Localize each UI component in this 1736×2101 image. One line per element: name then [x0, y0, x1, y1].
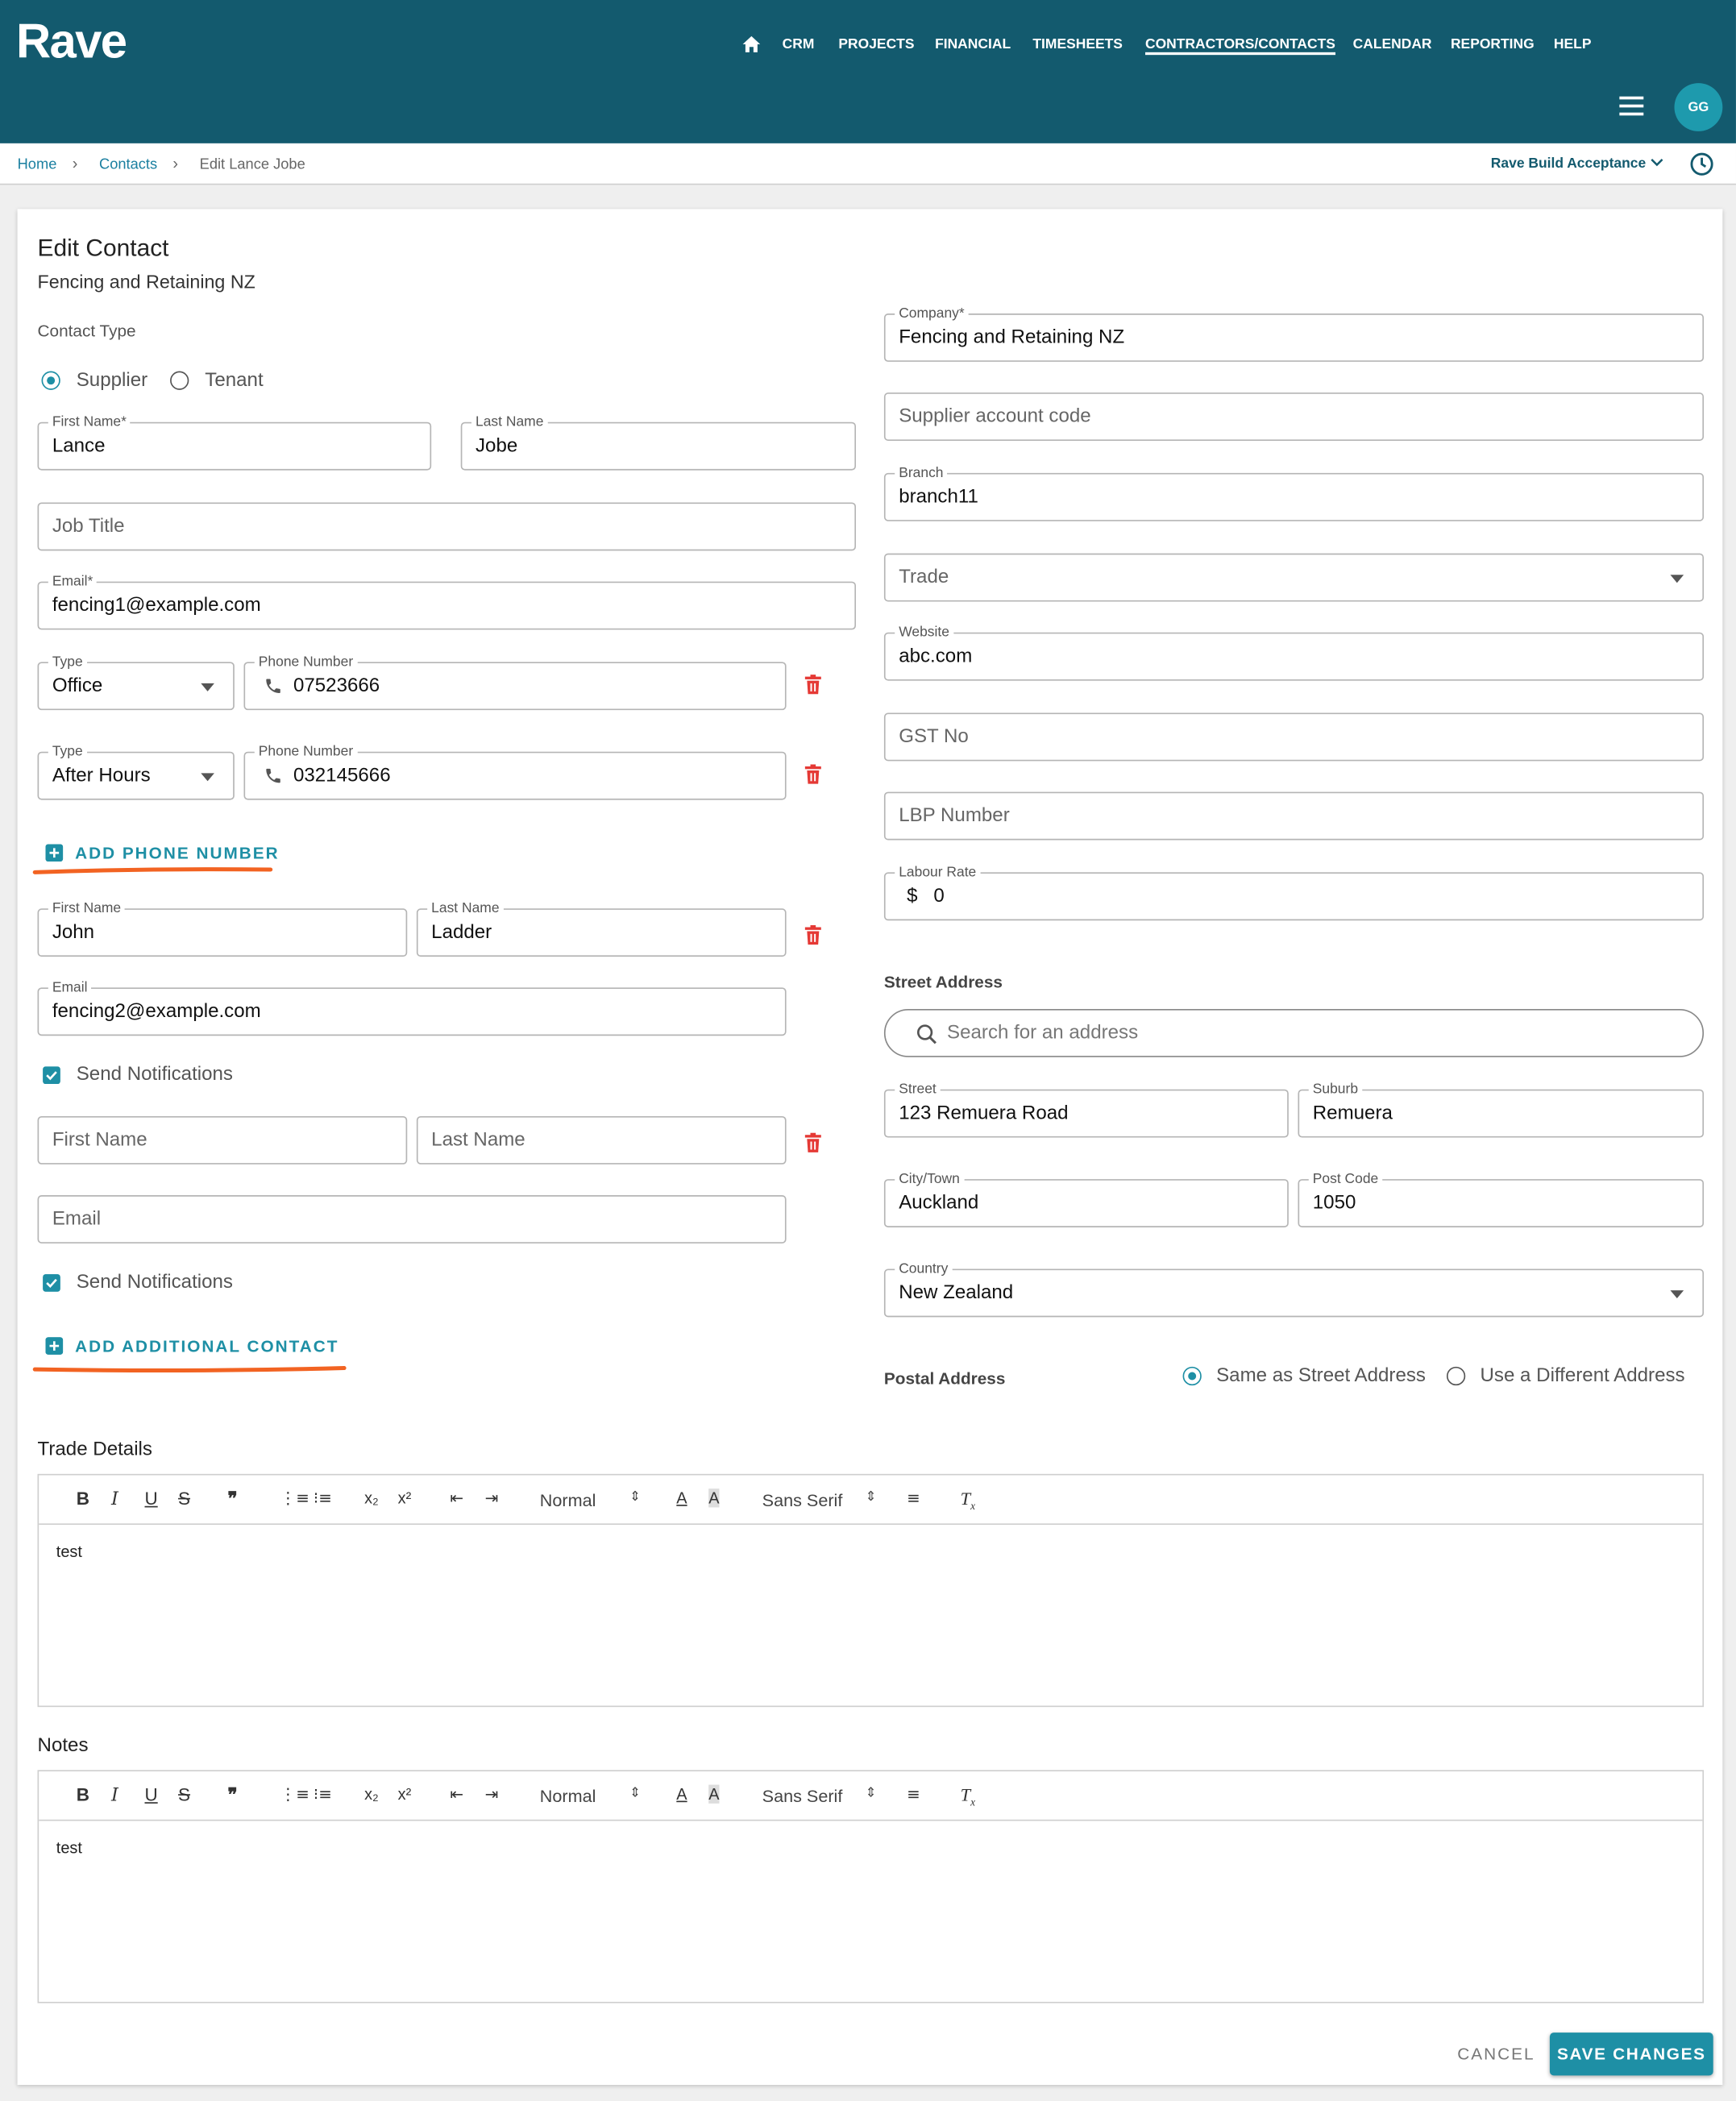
additional-first-name-field[interactable] [38, 1116, 408, 1165]
save-changes-button[interactable]: SAVE CHANGES [1550, 2032, 1713, 2075]
font-size-select[interactable]: Normal [539, 1786, 596, 1807]
strikethrough-icon[interactable]: S [178, 1489, 191, 1509]
updown-arrows-icon[interactable]: ⇕ [629, 1786, 642, 1801]
updown-arrows-icon[interactable]: ⇕ [865, 1489, 877, 1505]
postcode-field[interactable] [1298, 1171, 1704, 1227]
same-as-street-label[interactable]: Same as Street Address [1216, 1365, 1426, 1387]
subscript-icon[interactable]: x₂ [364, 1489, 379, 1508]
lbp-number-placeholder[interactable]: LBP Number [899, 805, 1010, 827]
ordered-list-icon[interactable]: ⋮≡ [280, 1784, 310, 1804]
background-color-icon[interactable]: A [708, 1489, 720, 1508]
labour-rate-label: Labour Rate [895, 864, 980, 880]
nav-contractors-contacts[interactable]: CONTRACTORS/CONTACTS [1145, 36, 1335, 55]
company-label: Company* [895, 305, 968, 322]
gst-number-placeholder[interactable]: GST No [899, 726, 969, 748]
city-value[interactable]: Auckland [899, 1192, 979, 1215]
delete-contact-trash-icon[interactable] [804, 924, 822, 946]
nav-calendar[interactable]: CALENDAR [1352, 35, 1432, 52]
bullet-list-icon[interactable]: ⁝≡ [313, 1489, 332, 1508]
gst-number-field[interactable] [884, 713, 1704, 762]
outdent-icon[interactable]: ⇤ [450, 1489, 464, 1508]
additional-email-field[interactable] [38, 979, 787, 1036]
delete-phone-trash-icon[interactable] [804, 674, 822, 695]
align-icon[interactable]: ≡ [907, 1784, 920, 1804]
supplier-account-code-placeholder[interactable]: Supplier account code [899, 405, 1091, 428]
send-notifications-checkbox[interactable] [43, 1066, 60, 1084]
labour-rate-value[interactable]: 0 [933, 885, 945, 907]
notes-editor[interactable] [38, 1770, 1705, 2003]
trade-select[interactable] [884, 554, 1704, 602]
bold-icon[interactable]: B [76, 1784, 89, 1805]
font-size-select[interactable]: Normal [539, 1489, 596, 1510]
email-field[interactable] [38, 573, 856, 630]
delete-contact-trash-icon[interactable] [804, 1132, 822, 1154]
caret-down-icon[interactable] [201, 773, 214, 781]
nav-projects[interactable]: PROJECTS [838, 35, 915, 52]
additional-email-field[interactable] [38, 1195, 787, 1244]
postal-address-heading: Postal Address [883, 1369, 1006, 1389]
country-value[interactable]: New Zealand [899, 1282, 1014, 1304]
lbp-number-field[interactable] [884, 792, 1704, 841]
labour-rate-field[interactable] [884, 864, 1704, 920]
trade-details-editor[interactable] [38, 1474, 1705, 1707]
font-family-select[interactable]: Sans Serif [762, 1489, 843, 1510]
different-address-radio[interactable] [1447, 1367, 1465, 1385]
last-name-placeholder[interactable]: Last Name [431, 1129, 525, 1152]
street-address-heading: Street Address [883, 973, 1003, 992]
website-field[interactable] [884, 624, 1704, 681]
email-label: Email* [48, 574, 97, 590]
cancel-button[interactable]: CANCEL [1457, 2045, 1535, 2064]
city-label: City/Town [895, 1171, 964, 1187]
nav-timesheets[interactable]: TIMESHEETS [1032, 35, 1123, 52]
annotation-underline [32, 1363, 348, 1376]
branch-field[interactable] [884, 464, 1704, 521]
phone-number-label: Phone Number [255, 654, 357, 670]
email-value[interactable]: fencing1@example.com [52, 595, 261, 617]
first-name-field[interactable] [38, 413, 432, 471]
nav-financial[interactable]: FINANCIAL [935, 35, 1011, 52]
nav-crm[interactable]: CRM [782, 35, 815, 52]
additional-last-name-field[interactable] [417, 900, 787, 957]
last-name-label: Last Name [471, 414, 547, 430]
text-color-icon[interactable]: A [676, 1784, 687, 1804]
branch-value[interactable]: branch11 [899, 486, 978, 509]
trade-details-heading: Trade Details [37, 1439, 152, 1461]
additional-last-name-field[interactable] [417, 1116, 787, 1165]
search-icon [916, 1024, 938, 1045]
same-as-street-radio[interactable] [1183, 1367, 1202, 1385]
address-search-placeholder[interactable]: Search for an address [947, 1022, 1139, 1044]
website-label: Website [895, 625, 953, 641]
chevron-down-icon[interactable] [1651, 157, 1664, 168]
email-label: Email [48, 979, 92, 995]
bold-icon[interactable]: B [76, 1489, 89, 1509]
city-field[interactable] [884, 1171, 1289, 1227]
italic-icon[interactable]: I [110, 1489, 118, 1510]
phone-number-value[interactable]: 032145666 [293, 765, 391, 787]
send-notifications-label[interactable]: Send Notifications [76, 1064, 233, 1086]
page-title: Edit Contact [37, 234, 169, 262]
company-field[interactable] [884, 305, 1704, 362]
updown-arrows-icon[interactable]: ⇕ [629, 1489, 642, 1505]
annotation-underline [32, 864, 273, 878]
align-icon[interactable]: ≡ [907, 1489, 920, 1508]
phone-number-field[interactable] [243, 654, 786, 710]
company-value[interactable]: Fencing and Retaining NZ [899, 326, 1125, 349]
ordered-list-icon[interactable]: ⋮≡ [280, 1489, 310, 1508]
job-title-placeholder[interactable]: Job Title [52, 516, 125, 538]
first-name-placeholder[interactable]: First Name [52, 1129, 147, 1152]
send-notifications-checkbox[interactable] [43, 1274, 60, 1292]
notes-content[interactable]: test [56, 1838, 82, 1858]
phone-number-label: Phone Number [255, 744, 357, 760]
phone-type-value[interactable]: After Hours [52, 765, 151, 787]
email-placeholder[interactable]: Email [52, 1208, 102, 1231]
phone-icon [264, 766, 282, 785]
underline-icon[interactable]: U [144, 1489, 158, 1509]
superscript-icon[interactable]: x² [397, 1489, 412, 1508]
job-title-field[interactable] [38, 502, 856, 550]
breadcrumb-contacts[interactable]: Contacts [98, 156, 158, 173]
breadcrumb-separator: › [72, 154, 78, 173]
first-name-label: First Name [48, 900, 125, 916]
outdent-icon[interactable]: ⇤ [450, 1784, 464, 1804]
email-value[interactable]: fencing2@example.com [52, 1000, 261, 1023]
postcode-value[interactable]: 1050 [1312, 1192, 1356, 1215]
superscript-icon[interactable]: x² [397, 1784, 412, 1804]
bullet-list-icon[interactable]: ⁝≡ [313, 1784, 332, 1804]
first-name-label: First Name* [48, 414, 131, 430]
tenant-radio-label[interactable]: Tenant [205, 369, 264, 392]
phone-number-field[interactable] [243, 743, 786, 800]
breadcrumb-separator: › [172, 154, 179, 173]
trade-details-content[interactable]: test [56, 1542, 82, 1561]
first-name-value[interactable]: John [52, 921, 95, 944]
notes-heading: Notes [37, 1735, 89, 1757]
phone-type-label: Type [48, 744, 87, 760]
suburb-field[interactable] [1298, 1081, 1704, 1138]
nav-help[interactable]: HELP [1553, 35, 1592, 52]
underline-icon[interactable]: U [144, 1784, 158, 1805]
indent-icon[interactable]: ⇥ [484, 1784, 499, 1804]
updown-arrows-icon[interactable]: ⇕ [865, 1786, 877, 1801]
user-avatar[interactable]: GG [1675, 83, 1723, 131]
different-address-label[interactable]: Use a Different Address [1480, 1365, 1685, 1387]
phone-type-label: Type [48, 654, 87, 670]
last-name-label: Last Name [427, 900, 503, 916]
branch-label: Branch [895, 465, 947, 481]
country-select[interactable] [884, 1260, 1704, 1317]
trade-placeholder[interactable]: Trade [899, 567, 949, 588]
phone-number-value[interactable]: 07523666 [293, 675, 380, 697]
add-plus-icon[interactable] [46, 844, 64, 862]
suburb-label: Suburb [1309, 1082, 1362, 1098]
hamburger-menu-icon[interactable] [1618, 93, 1645, 118]
supplier-radio-label[interactable]: Supplier [76, 369, 148, 392]
page-subtitle: Fencing and Retaining NZ [37, 270, 255, 293]
caret-down-icon[interactable] [1671, 575, 1684, 583]
postcode-label: Post Code [1309, 1171, 1382, 1187]
project-selector[interactable]: Rave Build Acceptance [1490, 155, 1647, 172]
country-label: Country [895, 1261, 952, 1277]
phone-type-select[interactable] [38, 654, 235, 710]
add-additional-contact-button[interactable]: ADD ADDITIONAL CONTACT [75, 1337, 339, 1356]
italic-icon[interactable]: I [110, 1784, 118, 1807]
breadcrumb-current: Edit Lance Jobe [199, 156, 305, 173]
tenant-radio[interactable] [170, 372, 189, 390]
delete-phone-trash-icon[interactable] [804, 764, 822, 786]
strikethrough-icon[interactable]: S [178, 1784, 191, 1805]
address-search-input[interactable] [884, 1009, 1704, 1057]
phone-icon [264, 677, 282, 695]
additional-first-name-field[interactable] [38, 900, 408, 957]
blockquote-icon[interactable]: ❞ [227, 1784, 238, 1807]
suburb-value[interactable]: Remuera [1312, 1102, 1393, 1124]
currency-symbol: $ [907, 885, 918, 907]
supplier-radio[interactable] [42, 372, 60, 390]
history-clock-icon[interactable] [1689, 152, 1715, 177]
supplier-account-code-field[interactable] [884, 392, 1704, 441]
last-name-field[interactable] [461, 413, 856, 471]
home-icon[interactable] [741, 34, 762, 56]
app-logo[interactable]: Rave [15, 13, 127, 69]
street-value[interactable]: 123 Remuera Road [899, 1102, 1069, 1124]
caret-down-icon[interactable] [201, 683, 214, 691]
indent-icon[interactable]: ⇥ [484, 1489, 499, 1508]
text-color-icon[interactable]: A [676, 1489, 687, 1508]
last-name-value[interactable]: Ladder [431, 921, 492, 944]
breadcrumb-home[interactable]: Home [17, 156, 57, 173]
street-field[interactable] [884, 1081, 1289, 1138]
phone-type-value[interactable]: Office [52, 675, 103, 697]
phone-type-select[interactable] [38, 743, 235, 800]
clear-format-icon[interactable]: $T_x$ [960, 1489, 976, 1513]
first-name-value[interactable]: Lance [52, 435, 106, 457]
last-name-value[interactable]: Jobe [476, 435, 518, 457]
add-phone-number-button[interactable]: ADD PHONE NUMBER [75, 844, 280, 863]
send-notifications-label[interactable]: Send Notifications [76, 1271, 233, 1293]
blockquote-icon[interactable]: ❞ [227, 1489, 238, 1510]
nav-reporting[interactable]: REPORTING [1450, 35, 1535, 52]
background-color-icon[interactable]: A [708, 1784, 720, 1804]
editor-toolbar [39, 1771, 1702, 1821]
editor-toolbar [39, 1476, 1702, 1526]
subscript-icon[interactable]: x₂ [364, 1784, 379, 1804]
clear-format-icon[interactable]: $T_x$ [960, 1784, 976, 1808]
website-value[interactable]: abc.com [899, 646, 973, 667]
top-nav-bar [0, 0, 1736, 143]
contact-type-label: Contact Type [37, 322, 136, 341]
add-plus-icon[interactable] [46, 1337, 64, 1355]
caret-down-icon[interactable] [1671, 1290, 1684, 1298]
font-family-select[interactable]: Sans Serif [762, 1786, 843, 1807]
street-label: Street [895, 1082, 941, 1098]
